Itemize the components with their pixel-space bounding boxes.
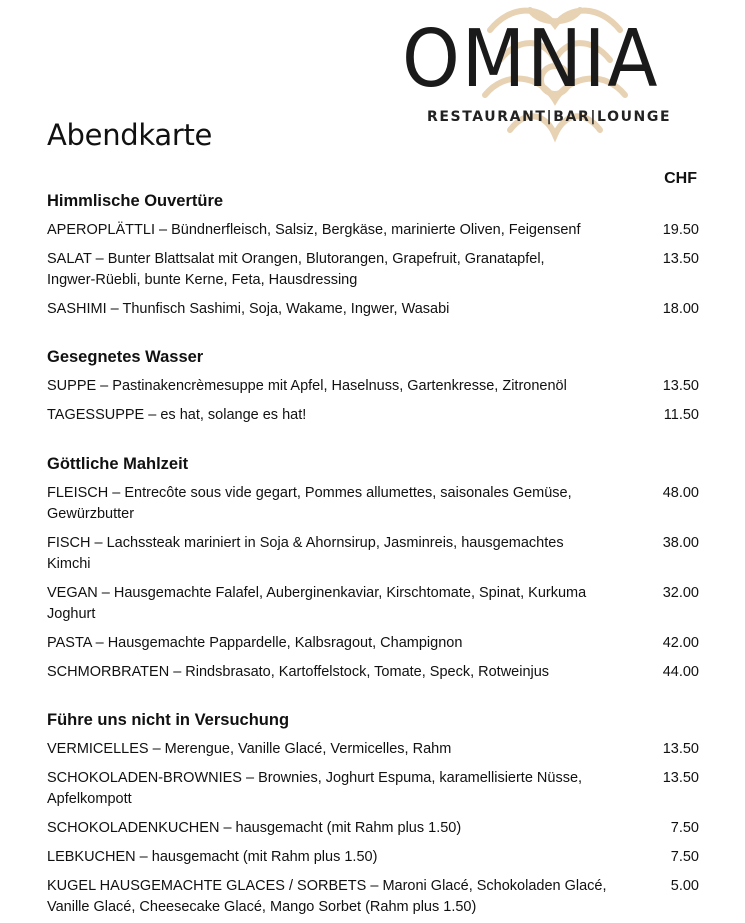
item-price: 13.50 [662, 770, 699, 786]
item-price: 11.50 [663, 407, 699, 423]
menu-item [47, 768, 699, 810]
menu-item [47, 583, 699, 625]
item-price: 19.50 [662, 222, 699, 238]
menu-item [47, 847, 699, 868]
menu-section-soups [47, 347, 699, 434]
section-title: Führe uns nicht in Versuchung [47, 711, 290, 729]
item-description: VEGAN – Hausgemachte Falafel, Auberginenkaviar, Kirschtomate, Spinat, Kurkuma Joghurt [47, 585, 587, 622]
restaurant-logo [402, 13, 702, 128]
item-description: VERMICELLES – Merengue, Vanille Glacé, Vermicelles, Rahm [47, 741, 452, 757]
item-description: SCHMORBRATEN – Rindsbrasato, Kartoffelstock, Tomate, Speck, Rotweinjus [47, 664, 550, 680]
menu-item [47, 220, 699, 241]
currency-label: CHF [664, 170, 697, 187]
item-description: SCHOKOLADEN-BROWNIES – Brownies, Joghurt Espuma, karamellisierte Nüsse, Apfelkompott [47, 770, 583, 807]
section-title: Göttliche Mahlzeit [47, 455, 189, 473]
menu-item [47, 876, 699, 918]
page-title: Abendkarte [47, 118, 213, 152]
item-description: FLEISCH – Entrecôte sous vide gegart, Pommes allumettes, saisonales Gemüse, Gewürzbutter [47, 485, 572, 522]
menu-section-mains [47, 454, 699, 691]
item-description: KUGEL HAUSGEMACHTE GLACES / SORBETS – Maroni Glacé, Schokoladen Glacé, Vanille Glacé, Cheesecake Glacé, Mango Sorbet (Rahm plus 1.50) [47, 878, 607, 915]
item-price: 7.50 [670, 820, 699, 836]
item-price: 5.00 [670, 878, 699, 894]
menu-item [47, 249, 699, 291]
menu-item [47, 405, 699, 426]
menu-item [47, 483, 699, 525]
item-price: 13.50 [662, 378, 699, 394]
item-price: 48.00 [662, 485, 699, 501]
item-price: 42.00 [662, 635, 699, 651]
item-description: APEROPLÄTTLI – Bündnerfleisch, Salsiz, Bergkäse, marinierte Oliven, Feigensenf [47, 222, 581, 238]
item-description: PASTA – Hausgemachte Pappardelle, Kalbsragout, Champignon [47, 635, 463, 651]
item-price: 32.00 [662, 585, 699, 601]
menu-item [47, 818, 699, 839]
logo-subtitle: RESTAURANT|BAR|LOUNGE [427, 109, 672, 125]
menu-item [47, 299, 699, 320]
menu-item [47, 633, 699, 654]
item-price: 44.00 [662, 664, 699, 680]
item-price: 7.50 [670, 849, 699, 865]
section-title: Gesegnetes Wasser [47, 348, 204, 366]
item-description: TAGESSUPPE – es hat, solange es hat! [47, 407, 307, 423]
logo-wordmark: OMNIA [402, 13, 660, 105]
item-description: SALAT – Bunter Blattsalat mit Orangen, Blutorangen, Grapefruit, Granatapfel, Ingwer-Rüebli, bunte Kerne, Feta, Hausdressing [47, 251, 545, 288]
item-description: SCHOKOLADENKUCHEN – hausgemacht (mit Rahm plus 1.50) [47, 820, 462, 836]
menu-item [47, 662, 699, 683]
menu-item [47, 533, 699, 575]
menu-section-desserts [47, 710, 699, 923]
item-price: 38.00 [662, 535, 699, 551]
item-description: SASHIMI – Thunfisch Sashimi, Soja, Wakame, Ingwer, Wasabi [47, 301, 450, 317]
menu-item [47, 376, 699, 397]
item-description: LEBKUCHEN – hausgemacht (mit Rahm plus 1.50) [47, 849, 378, 865]
item-price: 13.50 [662, 251, 699, 267]
section-title: Himmlische Ouvertüre [47, 192, 224, 210]
item-price: 13.50 [662, 741, 699, 757]
menu-item [47, 739, 699, 760]
item-description: FISCH – Lachssteak mariniert in Soja & Ahornsirup, Jasminreis, hausgemachtes Kimchi [47, 535, 564, 572]
item-price: 18.00 [662, 301, 699, 317]
item-description: SUPPE – Pastinakencrèmesuppe mit Apfel, Haselnuss, Gartenkresse, Zitronenöl [47, 378, 567, 394]
menu-section-starters [47, 191, 699, 328]
